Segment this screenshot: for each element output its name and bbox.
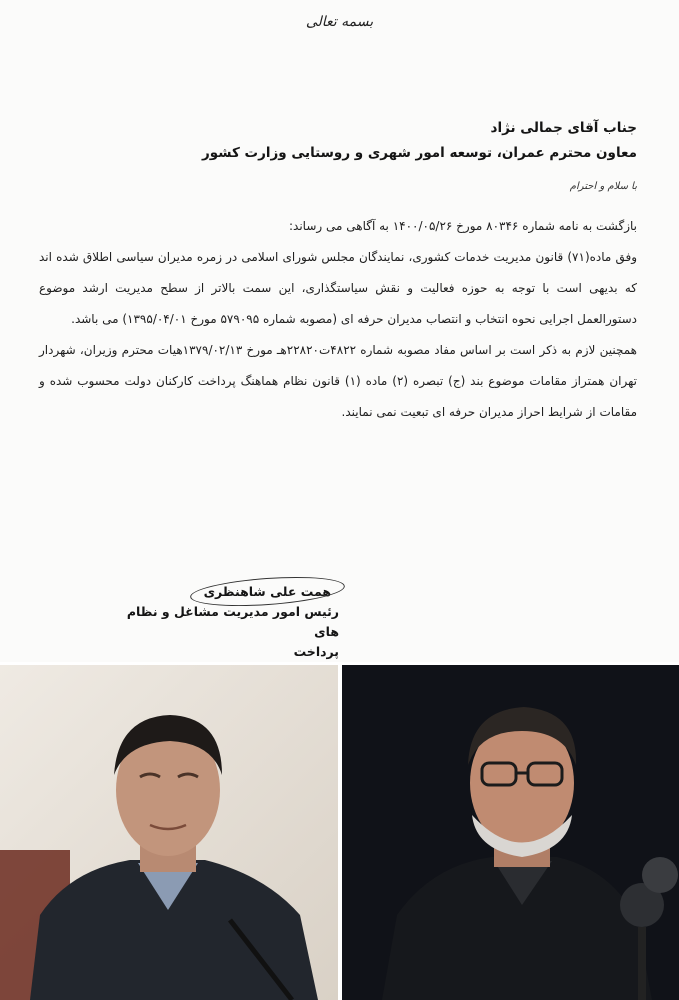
- addressee-name: جناب آقای جمالی نژاد: [490, 120, 637, 136]
- paragraph-mayor-status: همچنین لازم به ذکر است بر اساس مفاد مصوبه شماره ۴۸۲۲ت۲۲۸۲۰هـ مورخ ۱۳۷۹/۰۲/۱۳هیات محترم وزیران، شهردار تهران همتراز مقامات موضوع بند (ج) تبصره (۲) ماده (۱) قانون نظام هماهنگ پرداخت کارکنان دولت محسوب شده و مقامات از شرایط احراز مدیران حرفه ای تبعیت نمی نمایند.: [39, 343, 638, 419]
- photo-strip: [0, 665, 679, 1000]
- bismillah-header: بسمه تعالی: [305, 14, 374, 30]
- addressee-block: [37, 116, 637, 166]
- signatory-name-wrap: [196, 582, 339, 602]
- paragraph-article-71: وفق ماده(۷۱) قانون مدیریت خدمات کشوری، نمایندگان مجلس شورای اسلامی در زمره مدیران سیاسی اطلاق شده اند که بدیهی است با توجه به حوزه فعالیت و نقش سیاستگذاری، این سمت بالاتر از سطح مدیریت ارشد موضوع دستورالعمل اجرایی نحوه انتخاب و انتصاب مدیران حرفه ای (مصوبه شماره ۵۷۹۰۹۵ مورخ ۱۳۹۵/۰۴/۰۱) می باشد.: [39, 250, 638, 326]
- left-portrait-photo: [0, 665, 338, 1000]
- signatory-title: رئیس امور مدیریت مشاغل و نظام های: [126, 604, 339, 639]
- salutation: با سلام و احترام: [569, 181, 637, 192]
- right-portrait-photo: [342, 665, 679, 1000]
- paragraph-reference: بازگشت به نامه شماره ۸۰۳۴۶ مورخ ۱۴۰۰/۰۵/۲۶ به آگاهی می رساند:: [289, 219, 637, 233]
- addressee-title: معاون محترم عمران، توسعه امور شهری و روستایی وزارت کشور: [202, 145, 637, 161]
- signature-block: [119, 582, 339, 662]
- signatory-name: همت علی شاهنظری: [203, 584, 331, 599]
- signatory-title-cont: پرداخت: [293, 644, 339, 659]
- right-portrait-illustration: [342, 665, 679, 1000]
- left-portrait-illustration: [0, 665, 338, 1000]
- letter-body: [39, 211, 637, 428]
